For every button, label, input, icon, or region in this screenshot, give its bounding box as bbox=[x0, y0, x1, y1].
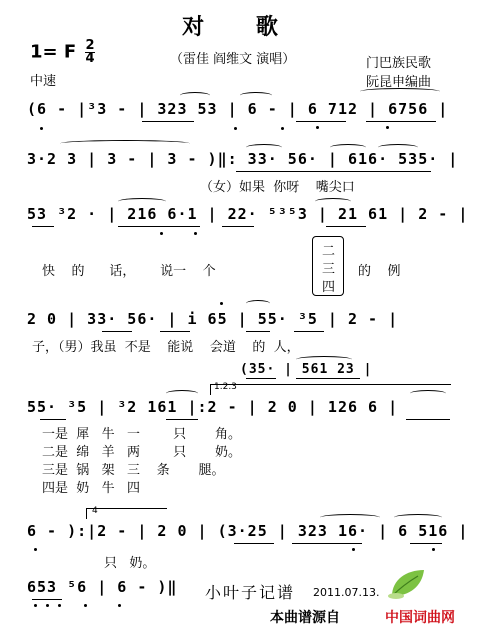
score-line-5-upper: (35· | 561 23 | bbox=[240, 362, 373, 377]
beam bbox=[222, 226, 254, 227]
slur bbox=[360, 88, 440, 95]
low-octave-dot bbox=[40, 127, 43, 130]
beam bbox=[32, 226, 54, 227]
slur bbox=[394, 514, 442, 521]
tempo-marking: 中速 bbox=[30, 74, 57, 89]
score-line-5: 55· ³5 | ³2 161 |:2 - | 2 0 | 126 6 | bbox=[27, 398, 399, 416]
beam bbox=[102, 331, 132, 332]
key-signature bbox=[30, 40, 95, 65]
beam bbox=[234, 543, 274, 544]
low-octave-dot bbox=[34, 604, 37, 607]
verse-1: 一是 犀 牛 一 只 角。 bbox=[42, 427, 242, 442]
beam bbox=[296, 121, 346, 122]
score-line-1: (6 - |³3 - | 323 53 | 6 - | 6 712 | 6756 | bbox=[27, 100, 449, 118]
slur bbox=[320, 514, 380, 521]
beam bbox=[296, 378, 360, 379]
beam bbox=[246, 331, 270, 332]
beam bbox=[166, 419, 198, 420]
origin-credit: 门巴族民歌 bbox=[366, 56, 432, 71]
key-label: 1= F bbox=[30, 41, 77, 63]
brace-item: 四 bbox=[322, 280, 336, 295]
transcriber-signature: 小叶子记谱 bbox=[205, 583, 296, 602]
low-octave-dot bbox=[34, 548, 37, 551]
slur bbox=[410, 390, 446, 397]
low-octave-dot bbox=[234, 127, 237, 130]
performers-subtitle: （雷佳 阎维文 演唱） bbox=[170, 52, 296, 67]
slur bbox=[60, 140, 190, 147]
verse-3: 三是 锅 架 三 条 腿。 bbox=[42, 463, 225, 478]
arranger-credit: 阮昆申编曲 bbox=[366, 75, 432, 90]
transcription-date: 2011.07.13. bbox=[313, 586, 380, 599]
score-line-3: 53 ³2 · | 216 6·1 | 22· ⁵³⁵3 | 21 61 | 2 - | bbox=[27, 205, 469, 223]
low-octave-dot bbox=[352, 548, 355, 551]
time-denominator: 4 bbox=[85, 51, 95, 66]
leaf-logo-icon bbox=[386, 566, 428, 602]
slur bbox=[180, 92, 210, 99]
beam bbox=[142, 121, 194, 122]
slur bbox=[378, 144, 418, 151]
verse-2: 二是 绵 羊 两 只 奶。 bbox=[42, 445, 242, 460]
beam bbox=[326, 226, 366, 227]
volta-1-label: 1.2.3 bbox=[214, 382, 237, 392]
slur bbox=[330, 144, 366, 151]
slur bbox=[296, 356, 352, 363]
score-line-2: 3·2 3 | 3 - | 3 - )‖: 33· 56· | 616· 535· | bbox=[27, 150, 459, 168]
score-line-7: 653 ⁵6 | 6 - )‖ bbox=[27, 578, 178, 596]
score-line-6: 6 - ):|2 - | 2 0 | (3·25 | 323 16· | 6 516 | bbox=[27, 522, 469, 540]
low-octave-dot bbox=[386, 126, 389, 129]
verse-4: 四是 奶 牛 四 bbox=[42, 481, 141, 496]
slur bbox=[240, 92, 272, 99]
low-octave-dot bbox=[46, 604, 49, 607]
low-octave-dot bbox=[84, 604, 87, 607]
beam bbox=[292, 543, 362, 544]
low-octave-dot bbox=[432, 548, 435, 551]
lyric-line-6: 只 奶。 bbox=[104, 556, 156, 571]
volta-2-label: 4 bbox=[92, 506, 98, 516]
volta-bracket-2 bbox=[86, 508, 167, 519]
time-numerator: 2 bbox=[85, 38, 95, 53]
high-octave-dot bbox=[220, 302, 223, 305]
score-line-4: 2 0 | 33· 56· | i 65 | 55· ³5 | 2 - | bbox=[27, 310, 399, 328]
beam bbox=[316, 171, 431, 172]
low-octave-dot bbox=[118, 604, 121, 607]
beam bbox=[406, 419, 450, 420]
beam bbox=[118, 226, 200, 227]
slur bbox=[246, 300, 270, 307]
song-title: 对 歌 bbox=[182, 15, 300, 40]
low-octave-dot bbox=[316, 126, 319, 129]
slur bbox=[246, 144, 282, 151]
low-octave-dot bbox=[281, 127, 284, 130]
beam bbox=[32, 599, 62, 600]
source-label: 本曲谱源自 bbox=[270, 610, 340, 626]
beam bbox=[410, 543, 442, 544]
lyric-line-3: 快 的 话， 说一 个 bbox=[42, 264, 216, 279]
time-signature bbox=[85, 40, 94, 65]
brace-item: 二 bbox=[322, 244, 336, 259]
slur bbox=[315, 198, 351, 205]
beam bbox=[294, 331, 324, 332]
lyric-line-4: 子，（男）我虽 不是 能说 会道 的 人， bbox=[32, 340, 300, 355]
beam bbox=[40, 419, 66, 420]
lyric-line-3b: 的 例 bbox=[358, 264, 401, 279]
low-octave-dot bbox=[160, 232, 163, 235]
low-octave-dot bbox=[194, 232, 197, 235]
slur bbox=[118, 198, 166, 205]
beam bbox=[366, 121, 436, 122]
lyric-line-2: （女）如果 你呀 嘴尖口 bbox=[200, 180, 355, 195]
low-octave-dot bbox=[58, 604, 61, 607]
beam bbox=[246, 378, 276, 379]
source-site-link[interactable]: 中国词曲网 bbox=[385, 610, 455, 626]
slur bbox=[166, 390, 198, 397]
beam bbox=[160, 331, 190, 332]
brace-item: 三 bbox=[322, 262, 336, 277]
